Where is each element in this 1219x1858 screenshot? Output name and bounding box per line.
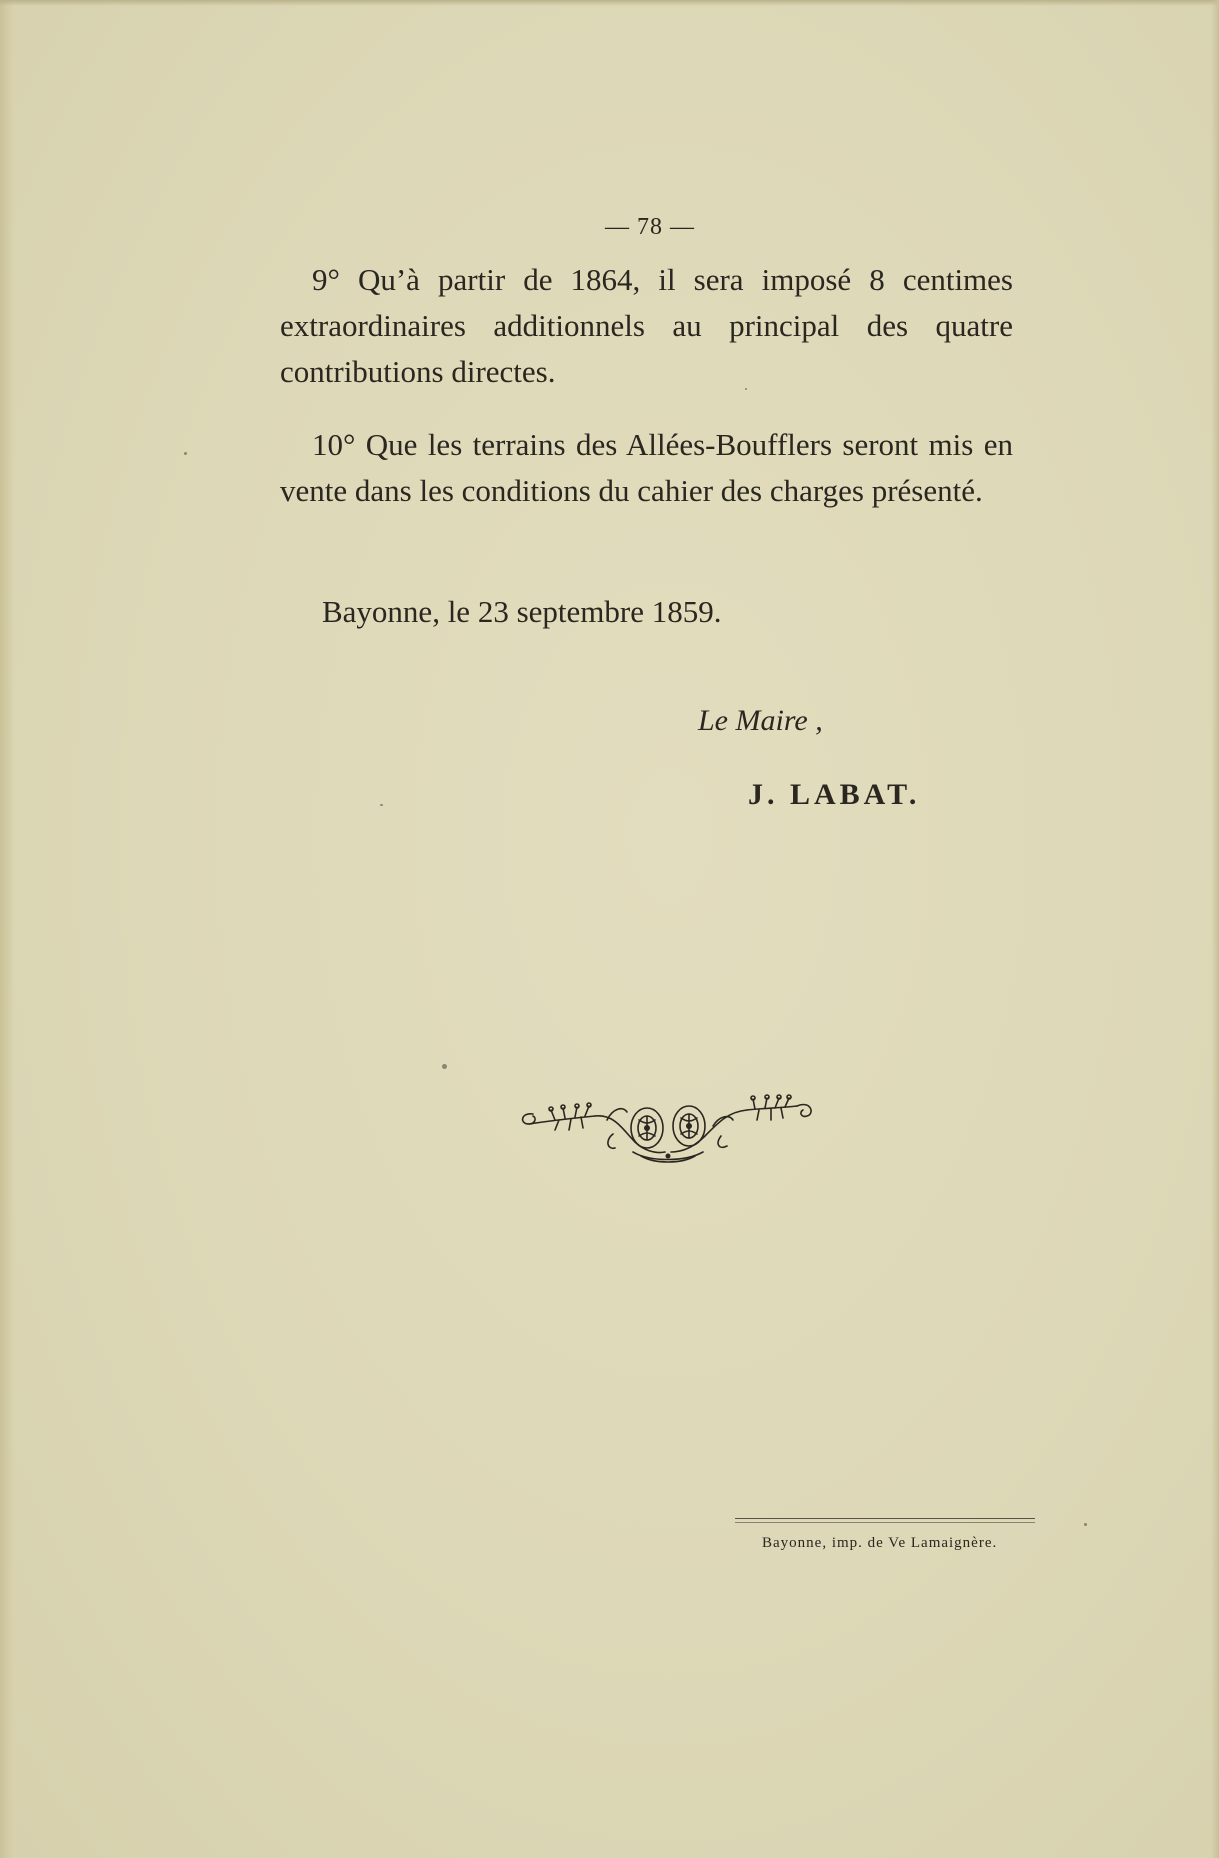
paper-speck (184, 452, 187, 455)
paragraph-9: 9° Qu’à partir de 1864, il sera imposé 8 centimes extraordinaires additionnels au principal des quatre contributions directes. (280, 262, 1013, 389)
paper-speck (1084, 1523, 1087, 1526)
signature-title: Le Maire , (698, 704, 823, 737)
page-number: — 78 — (605, 214, 695, 240)
paragraph-10: 10° Que les terrains des Allées-Boufflers seront mis en vente dans les conditions du cahier des charges présenté. (280, 427, 1013, 508)
printer-imprint: Bayonne, imp. de Ve Lamaignère. (762, 1535, 998, 1551)
page-top-edge (0, 0, 1219, 6)
paper-speck (745, 388, 747, 390)
signature-name: J. LABAT. (748, 778, 921, 811)
floral-vignette-icon (515, 1090, 820, 1165)
paper-speck (380, 804, 383, 806)
page-left-edge (0, 0, 14, 1858)
imprint-rule (735, 1518, 1035, 1523)
page-right-edge (1211, 0, 1219, 1858)
paper-speck (442, 1064, 447, 1069)
date-line: Bayonne, le 23 septembre 1859. (322, 594, 722, 629)
